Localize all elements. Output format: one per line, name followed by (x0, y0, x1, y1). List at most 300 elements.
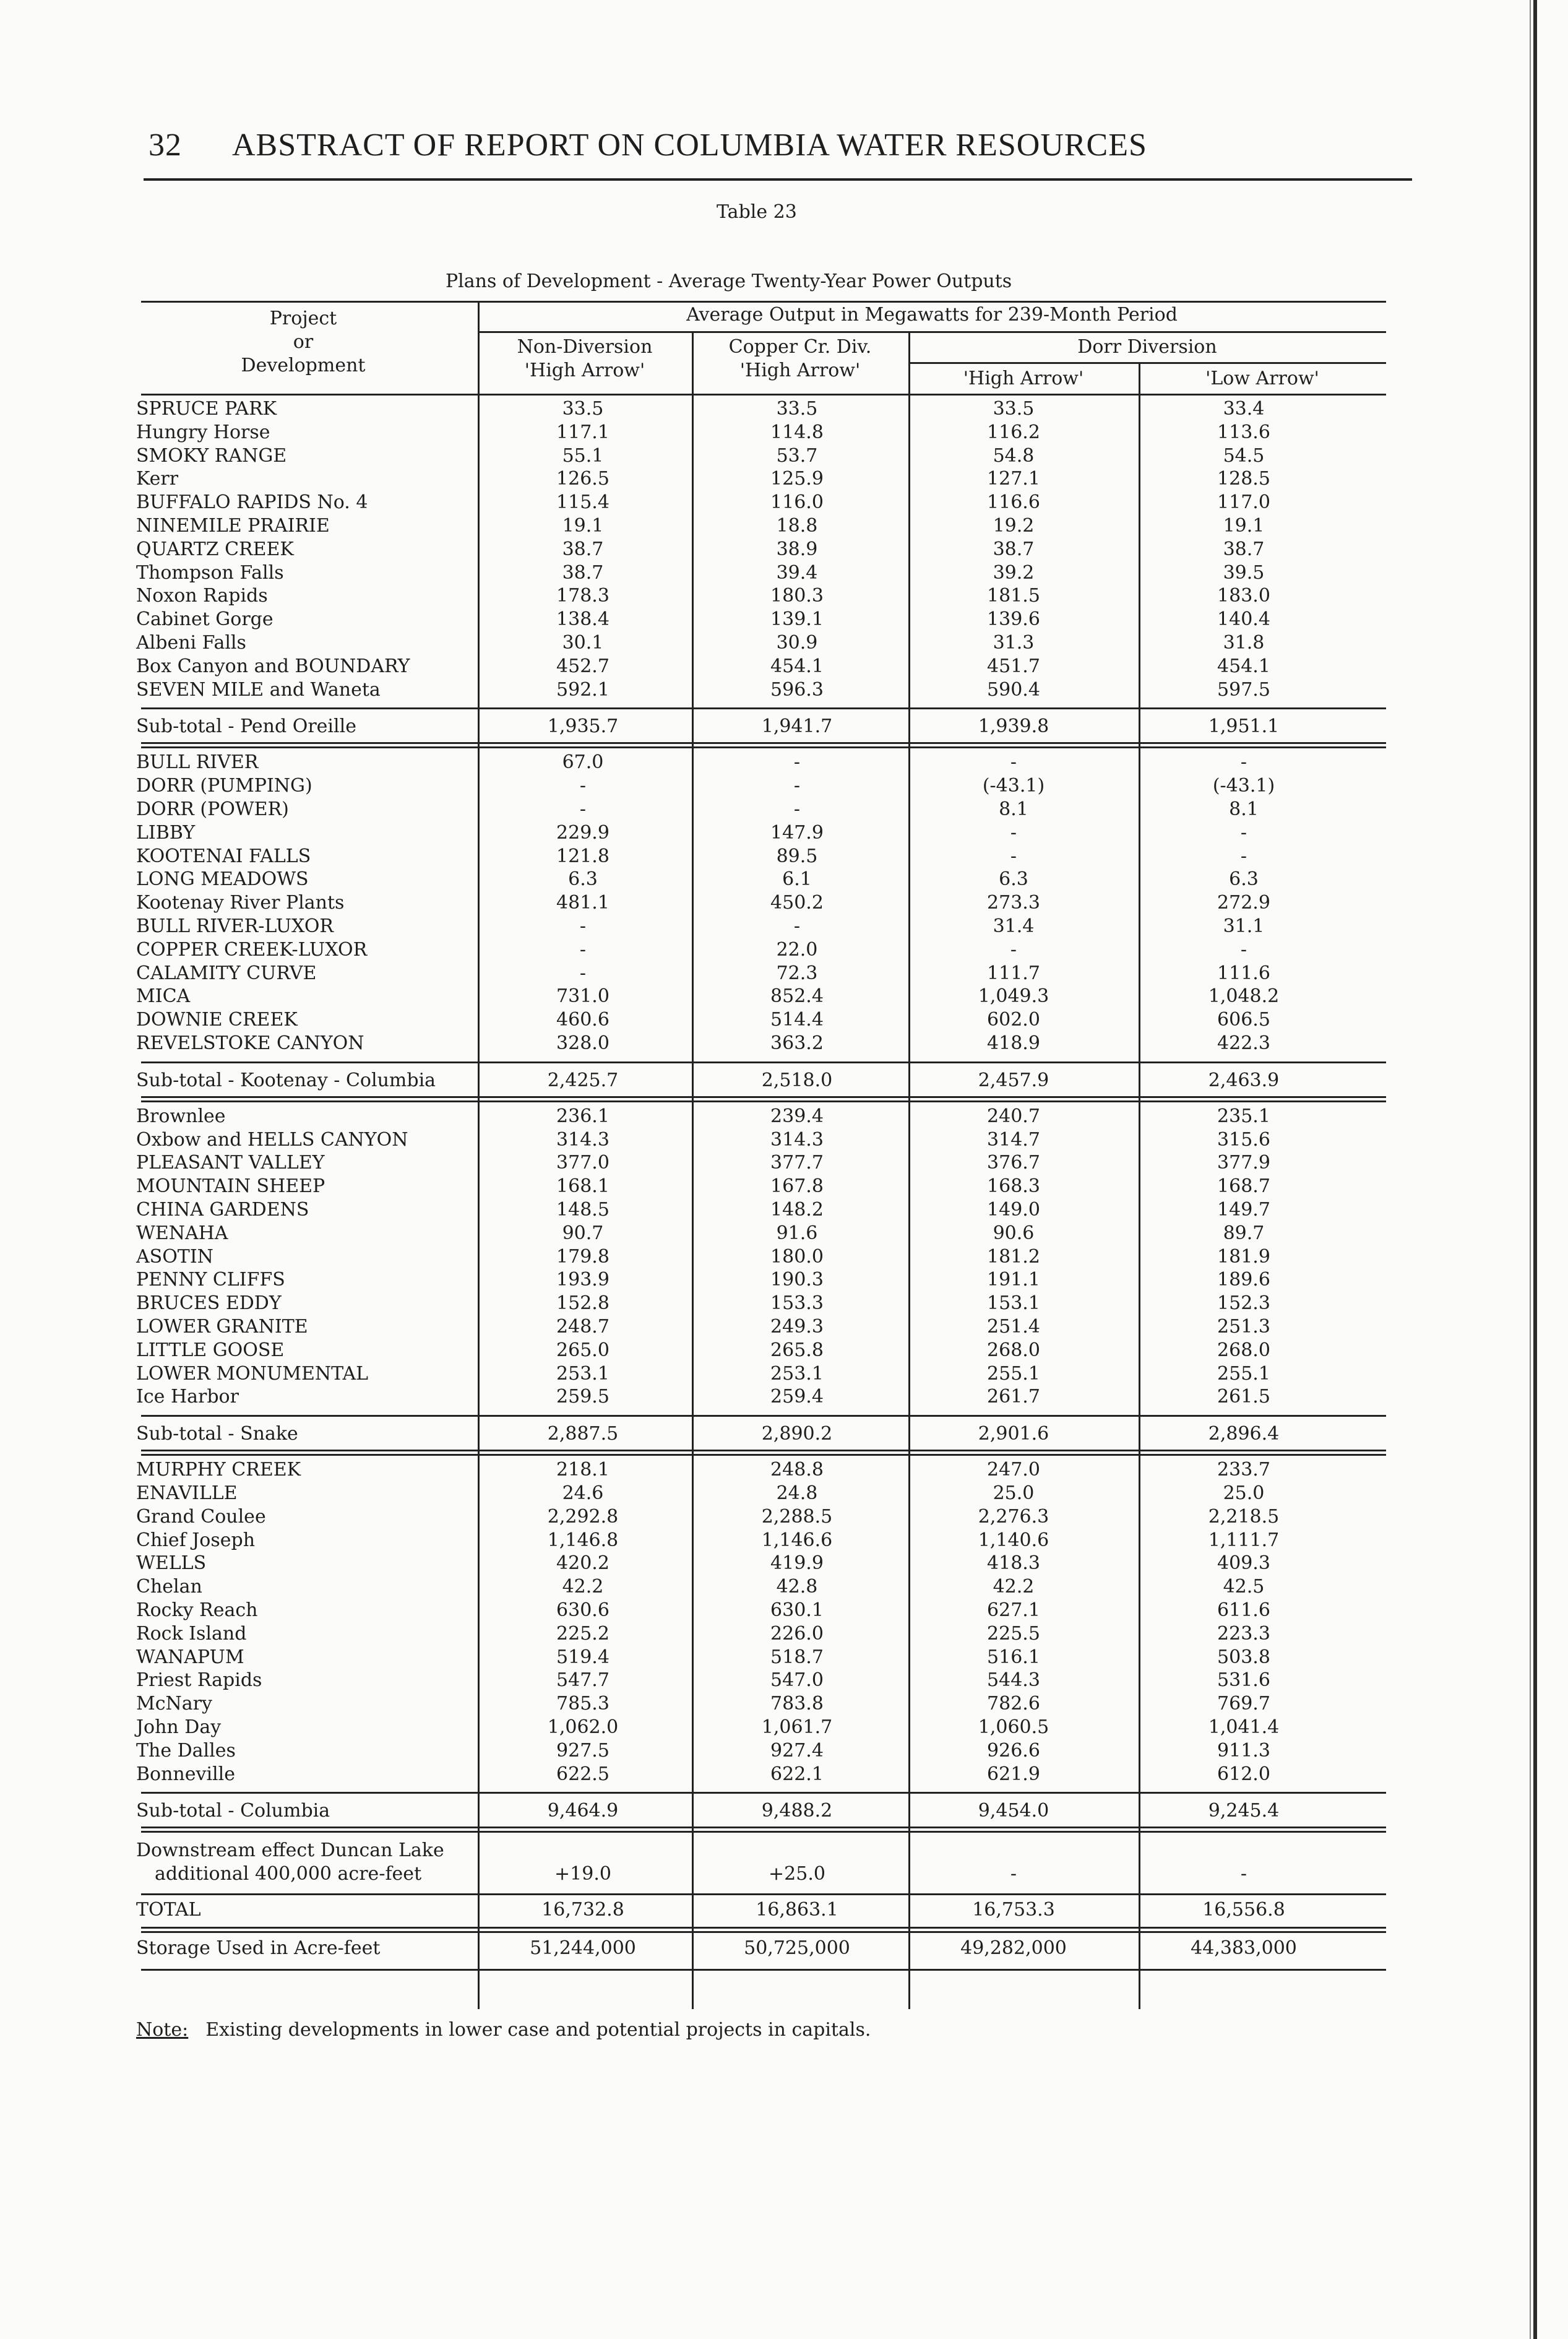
value-cell: 268.0 (987, 1339, 1040, 1361)
row-label: TOTAL (136, 1899, 201, 1921)
table-row (0, 1008, 1568, 1032)
value-cell: - (1010, 822, 1017, 844)
value-cell: 251.4 (987, 1316, 1040, 1338)
value-cell: 115.4 (556, 491, 610, 513)
value-cell: 54.8 (993, 445, 1035, 467)
value-cell: 183.0 (1217, 585, 1270, 607)
value-cell: 547.7 (556, 1669, 610, 1691)
value-cell: 223.3 (1217, 1623, 1270, 1645)
table-row (0, 1385, 1568, 1409)
row-label: ASOTIN (136, 1246, 213, 1268)
value-cell: 1,941.7 (761, 716, 833, 737)
value-cell: 253.1 (556, 1363, 610, 1385)
value-cell: 2,463.9 (1208, 1070, 1280, 1091)
value-cell: - (1240, 939, 1247, 961)
section-rule (141, 1096, 1386, 1098)
section-rule (141, 1061, 1386, 1063)
row-label: Priest Rapids (136, 1669, 262, 1691)
value-cell: 514.4 (770, 1009, 824, 1031)
table-row (0, 1482, 1568, 1505)
table-row (0, 1529, 1568, 1552)
header-rule (144, 178, 1412, 181)
value-cell: - (1010, 939, 1017, 961)
value-cell: +19.0 (554, 1863, 611, 1885)
value-cell: 226.0 (770, 1623, 824, 1645)
value-cell: 38.7 (993, 538, 1035, 560)
subtotal-row (0, 1799, 1568, 1823)
section-rule (141, 1827, 1386, 1828)
table-row (0, 938, 1568, 962)
nondiversion-header (478, 335, 692, 383)
section-rule (141, 1454, 1386, 1456)
value-cell: 1,041.4 (1208, 1716, 1280, 1738)
value-cell: 259.4 (770, 1386, 824, 1407)
value-cell: 38.9 (776, 538, 818, 560)
row-label: Rocky Reach (136, 1599, 258, 1621)
value-cell: 67.0 (562, 751, 604, 773)
project-header-line1: Project (269, 308, 337, 329)
value-cell: 33.5 (776, 398, 818, 420)
row-label: Bonneville (136, 1763, 235, 1785)
table-row (0, 631, 1568, 655)
value-cell: 8.1 (999, 798, 1028, 820)
value-cell: 19.2 (993, 515, 1035, 537)
value-cell: 272.9 (1217, 892, 1270, 914)
value-cell: 152.8 (556, 1292, 610, 1314)
value-cell: 2,276.3 (978, 1506, 1049, 1528)
value-cell: 153.3 (770, 1292, 824, 1314)
value-cell: - (579, 939, 587, 961)
row-label: Thompson Falls (136, 562, 284, 584)
row-label: Grand Coulee (136, 1506, 266, 1528)
header-bottom-rule (141, 394, 1386, 396)
value-cell: 852.4 (770, 985, 824, 1007)
total-row (0, 1898, 1568, 1922)
value-cell: 249.3 (770, 1316, 824, 1338)
value-cell: 50,725,000 (744, 1937, 850, 1959)
value-cell: 181.5 (987, 585, 1040, 607)
table-row (0, 1339, 1568, 1362)
value-cell: 235.1 (1217, 1105, 1270, 1127)
row-label: BULL RIVER-LUXOR (136, 915, 334, 937)
value-cell: 731.0 (556, 985, 610, 1007)
value-cell: 1,111.7 (1208, 1529, 1280, 1551)
nondiversion-header-line2: 'High Arrow' (524, 360, 645, 381)
value-cell: 622.5 (556, 1763, 610, 1785)
value-cell: 39.4 (776, 562, 818, 584)
table-row (0, 1669, 1568, 1692)
note-text: Existing developments in lower case and potential projects in capitals. (205, 2019, 871, 2041)
value-cell: 116.6 (987, 491, 1040, 513)
value-cell: 19.1 (1223, 515, 1265, 537)
row-label: DORR (PUMPING) (136, 775, 312, 797)
value-cell: 181.2 (987, 1246, 1040, 1268)
row-label: ENAVILLE (136, 1482, 238, 1504)
value-cell: 927.4 (770, 1740, 824, 1762)
value-cell: 2,292.8 (547, 1506, 619, 1528)
value-cell: - (1240, 1863, 1247, 1885)
table-row (0, 538, 1568, 561)
dorr-header-rule (908, 362, 1386, 364)
note-label: Note: (136, 2019, 189, 2041)
value-cell: 630.6 (556, 1599, 610, 1621)
value-cell: 181.9 (1217, 1246, 1270, 1268)
row-label: PENNY CLIFFS (136, 1269, 285, 1291)
running-title: ABSTRACT OF REPORT ON COLUMBIA WATER RESOURCES (232, 128, 1147, 163)
table-row (0, 584, 1568, 608)
value-cell: 218.1 (556, 1459, 610, 1481)
row-label: DORR (POWER) (136, 798, 289, 820)
table-caption: Plans of Development - Average Twenty-Year Power Outputs (446, 270, 1012, 292)
value-cell: 926.6 (987, 1740, 1040, 1762)
value-cell: 33.5 (562, 398, 604, 420)
table-row (0, 1128, 1568, 1152)
value-cell: 1,048.2 (1208, 985, 1280, 1007)
value-cell: 31.3 (993, 632, 1035, 654)
nondiversion-header-line1: Non-Diversion (517, 336, 653, 358)
value-cell: 2,218.5 (1208, 1506, 1280, 1528)
value-cell: 24.6 (562, 1482, 604, 1504)
group-header: Average Output in Megawatts for 239-Month Period (686, 304, 1178, 326)
row-label: LITTLE GOOSE (136, 1339, 285, 1361)
value-cell: 180.3 (770, 585, 824, 607)
table-row (0, 1622, 1568, 1646)
value-cell: 9,464.9 (547, 1800, 619, 1822)
table-row (0, 1458, 1568, 1482)
table-row (0, 985, 1568, 1008)
row-label: LONG MEADOWS (136, 868, 309, 890)
value-cell: 167.8 (770, 1175, 824, 1197)
value-cell: 265.0 (556, 1339, 610, 1361)
page-edge (1533, 0, 1537, 2339)
value-cell: 602.0 (987, 1009, 1040, 1031)
section-rule (141, 746, 1386, 748)
value-cell: 153.1 (987, 1292, 1040, 1314)
value-cell: 363.2 (770, 1032, 824, 1054)
table-row (0, 608, 1568, 631)
table-row (0, 1599, 1568, 1622)
value-cell: - (793, 751, 801, 773)
table-row (0, 1362, 1568, 1386)
value-cell: 2,288.5 (761, 1506, 833, 1528)
row-label: Storage Used in Acre-feet (136, 1937, 381, 1959)
value-cell: 148.2 (770, 1199, 824, 1221)
value-cell: 225.2 (556, 1623, 610, 1645)
table-row (0, 1105, 1568, 1128)
row-label: NINEMILE PRAIRIE (136, 515, 330, 537)
table-row (0, 1268, 1568, 1292)
value-cell: 168.3 (987, 1175, 1040, 1197)
section-rule (141, 1831, 1386, 1833)
value-cell: 54.5 (1223, 445, 1265, 467)
value-cell: 38.7 (1223, 538, 1265, 560)
row-label: Ice Harbor (136, 1386, 239, 1407)
value-cell: 42.2 (562, 1576, 604, 1598)
table-row (0, 1292, 1568, 1315)
value-cell: 126.5 (556, 468, 610, 490)
table-row (0, 1245, 1568, 1269)
row-label: Rock Island (136, 1623, 247, 1645)
value-cell: 16,732.8 (541, 1899, 624, 1921)
table-row (0, 798, 1568, 821)
value-cell: 55.1 (562, 445, 604, 467)
value-cell: 596.3 (770, 679, 824, 701)
value-cell: 6.3 (1229, 868, 1259, 890)
value-cell: - (579, 798, 587, 820)
table-row (0, 514, 1568, 538)
row-label: Sub-total - Snake (136, 1423, 298, 1445)
value-cell: 460.6 (556, 1009, 610, 1031)
table-row (0, 1151, 1568, 1175)
copper-header (692, 335, 908, 383)
row-label: CHINA GARDENS (136, 1199, 309, 1221)
table-row (0, 421, 1568, 444)
group-header-rule (478, 331, 1386, 333)
value-cell: 149.0 (987, 1199, 1040, 1221)
row-label: LIBBY (136, 822, 196, 844)
project-header-line2: or (293, 331, 314, 353)
downstream-row-values (0, 1862, 1568, 1886)
value-cell: 19.1 (562, 515, 604, 537)
row-label: CALAMITY CURVE (136, 962, 317, 984)
value-cell: - (1010, 751, 1017, 773)
value-cell: 90.6 (993, 1222, 1035, 1244)
value-cell: 376.7 (987, 1152, 1040, 1174)
table-row (0, 821, 1568, 845)
table-row (0, 868, 1568, 891)
row-label: John Day (136, 1716, 222, 1738)
value-cell: 1,939.8 (978, 716, 1049, 737)
value-cell: 42.5 (1223, 1576, 1265, 1598)
row-label: Noxon Rapids (136, 585, 268, 607)
value-cell: 1,140.6 (978, 1529, 1049, 1551)
value-cell: 590.4 (987, 679, 1040, 701)
row-label: SEVEN MILE and Waneta (136, 679, 381, 701)
value-cell: - (579, 775, 587, 797)
value-cell: - (1240, 751, 1247, 773)
value-cell: 247.0 (987, 1459, 1040, 1481)
row-label: Chelan (136, 1576, 202, 1598)
value-cell: 612.0 (1217, 1763, 1270, 1785)
value-cell: 1,146.8 (547, 1529, 619, 1551)
row-label: WANAPUM (136, 1646, 244, 1668)
page-edge-shadow (1530, 0, 1531, 2339)
section-rule (141, 1415, 1386, 1417)
value-cell: 255.1 (1217, 1363, 1270, 1385)
value-cell: 30.9 (776, 632, 818, 654)
value-cell: 148.5 (556, 1199, 610, 1221)
table-row (0, 1198, 1568, 1222)
value-cell: 140.4 (1217, 608, 1270, 630)
row-label: DOWNIE CREEK (136, 1009, 298, 1031)
value-cell: 233.7 (1217, 1459, 1270, 1481)
value-cell: 117.0 (1217, 491, 1270, 513)
value-cell: 911.3 (1217, 1740, 1270, 1762)
row-label: LOWER MONUMENTAL (136, 1363, 369, 1385)
row-label: MURPHY CREEK (136, 1459, 301, 1481)
section-rule (141, 1450, 1386, 1451)
table-row (0, 1505, 1568, 1529)
value-cell: 180.0 (770, 1246, 824, 1268)
value-cell: 544.3 (987, 1669, 1040, 1691)
table-row (0, 397, 1568, 421)
row-label: KOOTENAI FALLS (136, 845, 311, 867)
value-cell: 116.2 (987, 422, 1040, 443)
row-label: additional 400,000 acre-feet (155, 1863, 422, 1885)
table-row (0, 1575, 1568, 1599)
row-label: Oxbow and HELLS CANYON (136, 1129, 408, 1151)
value-cell: 178.3 (556, 585, 610, 607)
subtotal-row (0, 1069, 1568, 1092)
value-cell: - (1240, 845, 1247, 867)
table-number: Table 23 (717, 201, 797, 223)
row-label: Kerr (136, 468, 179, 490)
table-row (0, 561, 1568, 585)
table-row (0, 891, 1568, 915)
running-header (149, 127, 1411, 163)
value-cell: 2,457.9 (978, 1070, 1049, 1091)
section-rule (141, 707, 1386, 709)
value-cell: 42.2 (993, 1576, 1035, 1598)
value-cell: 49,282,000 (960, 1937, 1067, 1959)
value-cell: 9,488.2 (761, 1800, 833, 1822)
value-cell: 117.1 (556, 422, 610, 443)
value-cell: 138.4 (556, 608, 610, 630)
value-cell: 592.1 (556, 679, 610, 701)
value-cell: 91.6 (776, 1222, 818, 1244)
value-cell: 18.8 (776, 515, 818, 537)
value-cell: 606.5 (1217, 1009, 1270, 1031)
value-cell: 261.5 (1217, 1386, 1270, 1407)
row-label: Sub-total - Pend Oreille (136, 716, 356, 737)
value-cell: 16,863.1 (756, 1899, 838, 1921)
row-label: Brownlee (136, 1105, 226, 1127)
value-cell: 190.3 (770, 1269, 824, 1291)
row-label: SMOKY RANGE (136, 445, 287, 467)
table-row (0, 467, 1568, 491)
value-cell: 25.0 (1223, 1482, 1265, 1504)
value-cell: 2,887.5 (547, 1423, 619, 1445)
subtotal-row (0, 1422, 1568, 1446)
value-cell: 1,060.5 (978, 1716, 1049, 1738)
value-cell: 114.8 (770, 422, 824, 443)
value-cell: 2,890.2 (761, 1423, 833, 1445)
table-row (0, 1716, 1568, 1739)
value-cell: 16,753.3 (972, 1899, 1055, 1921)
row-label: Downstream effect Duncan Lake (136, 1840, 444, 1861)
value-cell: 236.1 (556, 1105, 610, 1127)
value-cell: 89.7 (1223, 1222, 1265, 1244)
row-label: MOUNTAIN SHEEP (136, 1175, 325, 1197)
value-cell: 377.9 (1217, 1152, 1270, 1174)
value-cell: 39.2 (993, 562, 1035, 584)
row-label: PLEASANT VALLEY (136, 1152, 325, 1174)
value-cell: 149.7 (1217, 1199, 1270, 1221)
section-rule (141, 1100, 1386, 1102)
table-top-rule (141, 301, 1386, 303)
value-cell: 31.4 (993, 915, 1035, 937)
value-cell: 139.6 (987, 608, 1040, 630)
value-cell: 547.0 (770, 1669, 824, 1691)
row-label: Cabinet Gorge (136, 608, 274, 630)
value-cell: 248.8 (770, 1459, 824, 1481)
table-row (0, 915, 1568, 938)
table-row (0, 655, 1568, 678)
value-cell: - (1010, 1863, 1017, 1885)
value-cell: 927.5 (556, 1740, 610, 1762)
value-cell: 113.6 (1217, 422, 1270, 443)
row-label: QUARTZ CREEK (136, 538, 294, 560)
value-cell: 783.8 (770, 1693, 824, 1714)
section-rule (141, 1969, 1386, 1971)
row-label: Box Canyon and BOUNDARY (136, 655, 410, 677)
value-cell: 6.3 (568, 868, 598, 890)
value-cell: 6.1 (782, 868, 812, 890)
value-cell: 189.6 (1217, 1269, 1270, 1291)
table-row (0, 1032, 1568, 1055)
table-row (0, 1552, 1568, 1575)
value-cell: 147.9 (770, 822, 824, 844)
value-cell: 168.7 (1217, 1175, 1270, 1197)
value-cell: 451.7 (987, 655, 1040, 677)
copper-header-line2: 'High Arrow' (739, 360, 861, 381)
value-cell: 1,146.6 (761, 1529, 833, 1551)
value-cell: 622.1 (770, 1763, 824, 1785)
value-cell: - (793, 775, 801, 797)
value-cell: 193.9 (556, 1269, 610, 1291)
value-cell: 239.4 (770, 1105, 824, 1127)
value-cell: 1,061.7 (761, 1716, 833, 1738)
value-cell: 16,556.8 (1202, 1899, 1285, 1921)
value-cell: 127.1 (987, 468, 1040, 490)
section-rule (141, 1931, 1386, 1933)
value-cell: 240.7 (987, 1105, 1040, 1127)
page-number: 32 (149, 128, 182, 163)
value-cell: 314.7 (987, 1129, 1040, 1151)
row-label: COPPER CREEK-LUXOR (136, 939, 368, 961)
table-row (0, 1175, 1568, 1198)
value-cell: - (1010, 845, 1017, 867)
section-rule (141, 1927, 1386, 1929)
value-cell: 111.7 (987, 962, 1040, 984)
section-rule (141, 1792, 1386, 1794)
row-label: MICA (136, 985, 191, 1007)
value-cell: 481.1 (556, 892, 610, 914)
value-cell: 1,049.3 (978, 985, 1049, 1007)
row-label: McNary (136, 1693, 212, 1714)
value-cell: 315.6 (1217, 1129, 1270, 1151)
row-label: SPRUCE PARK (136, 398, 277, 420)
row-label: The Dalles (136, 1740, 236, 1762)
value-cell: 30.1 (562, 632, 604, 654)
value-cell: 782.6 (987, 1693, 1040, 1714)
table-row (0, 678, 1568, 702)
value-cell: 261.7 (987, 1386, 1040, 1407)
value-cell: 2,901.6 (978, 1423, 1049, 1445)
value-cell: - (579, 915, 587, 937)
value-cell: 116.0 (770, 491, 824, 513)
value-cell: 191.1 (987, 1269, 1040, 1291)
value-cell: 1,951.1 (1208, 716, 1280, 737)
section-rule (141, 1893, 1386, 1895)
value-cell: - (579, 962, 587, 984)
value-cell: 531.6 (1217, 1669, 1270, 1691)
table-row (0, 1739, 1568, 1763)
value-cell: 420.2 (556, 1552, 610, 1574)
dorr-header: Dorr Diversion (1077, 336, 1217, 358)
table-row (0, 1692, 1568, 1716)
value-cell: 503.8 (1217, 1646, 1270, 1668)
